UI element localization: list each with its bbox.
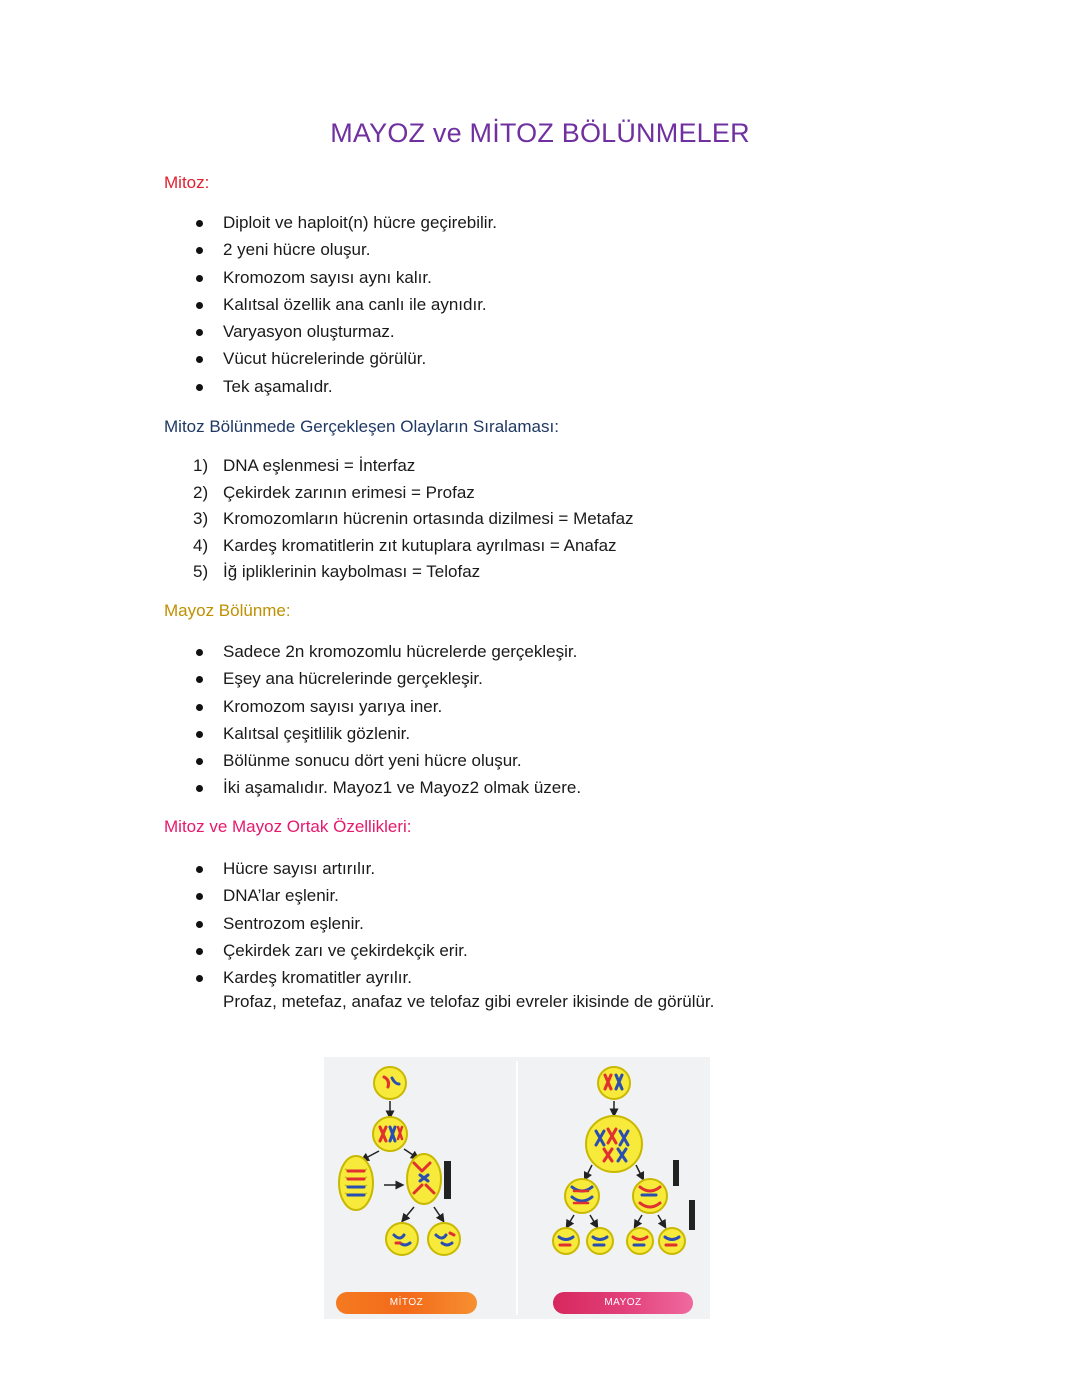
cell-icon (565, 1179, 599, 1213)
cell-icon (598, 1067, 630, 1099)
mitosis-cells (339, 1067, 460, 1255)
page-title: MAYOZ ve MİTOZ BÖLÜNMELER (330, 118, 750, 148)
step-number: 3) (193, 509, 209, 528)
step-text: Kardeş kromatitlerin zıt kutuplara ayrılması = Anafaz (223, 535, 617, 555)
mitoz-list (193, 209, 497, 400)
phase-marker (689, 1200, 695, 1230)
list-item: Vücut hücrelerinde görülür. (193, 345, 497, 372)
step-number: 4) (193, 535, 209, 555)
cell-icon (373, 1117, 407, 1151)
step-number: 2) (193, 482, 209, 502)
list-item: Tek aşamalıdr. (193, 373, 497, 400)
meiosis-cells (553, 1067, 695, 1254)
cell-icon (586, 1116, 642, 1172)
list-item (193, 506, 634, 533)
list-item: Hücre sayısı artırılır. (193, 855, 468, 882)
list-item: Kalıtsal özellik ana canlı ile aynıdır. (193, 291, 497, 318)
list-item: 2 yeni hücre oluşur. (193, 236, 497, 263)
list-item: Kardeş kromatitler ayrılır. (193, 964, 468, 991)
step-number: 5) (193, 562, 209, 581)
list-item: Kromozom sayısı aynı kalır. (193, 264, 497, 291)
list-item: Eşey ana hücrelerinde gerçekleşir. (193, 665, 581, 692)
phase-marker (673, 1160, 679, 1186)
cell-icon (386, 1223, 418, 1255)
mayoz-label: MAYOZ (553, 1292, 693, 1314)
list-item: Kromozom sayısı yarıya iner. (193, 693, 581, 720)
cell-icon (339, 1156, 373, 1210)
mayoz-list (193, 638, 581, 802)
step-text: DNA eşlenmesi = İnterfaz (223, 456, 416, 475)
list-item: İki aşamalıdır. Mayoz1 ve Mayoz2 olmak üzere. (193, 774, 581, 801)
common-list (193, 855, 468, 991)
list-item (193, 480, 634, 507)
list-item: Sentrozom eşlenir. (193, 910, 468, 937)
step-text: Çekirdek zarının erimesi = Profaz (223, 482, 475, 502)
list-item: Çekirdek zarı ve çekirdekçik erir. (193, 937, 468, 964)
common-heading: Mitoz ve Mayoz Ortak Özellikleri: (164, 817, 412, 836)
mitosis-meiosis-diagram (324, 1057, 710, 1319)
phase-marker (444, 1161, 451, 1199)
mayoz-heading: Mayoz Bölünme: (164, 601, 291, 620)
list-item: Varyasyon oluşturmaz. (193, 318, 497, 345)
list-item (193, 453, 634, 480)
step-number: 1) (193, 456, 209, 475)
list-item: Diploit ve haploit(n) hücre geçirebilir. (193, 209, 497, 236)
list-item: Sadece 2n kromozomlu hücrelerde gerçekleşir. (193, 638, 581, 665)
cell-icon (428, 1223, 460, 1255)
diagram-illustration (324, 1057, 710, 1319)
sequence-heading: Mitoz Bölünmede Gerçekleşen Olayların Sıralaması: (164, 417, 559, 436)
sequence-list (193, 453, 634, 586)
mitoz-heading: Mitoz: (164, 173, 210, 192)
step-text: Kromozomların hücrenin ortasında dizilmesi = Metafaz (223, 509, 634, 528)
step-text: İğ ipliklerinin kaybolması = Telofaz (223, 562, 481, 581)
list-item (193, 533, 634, 560)
list-item: DNA’lar eşlenir. (193, 882, 468, 909)
mitoz-label: MİTOZ (336, 1292, 477, 1314)
list-item (193, 559, 634, 586)
common-extra-text: Profaz, metefaz, anafaz ve telofaz gibi evreler ikisinde de görülür. (223, 992, 715, 1011)
list-item: Kalıtsal çeşitlilik gözlenir. (193, 720, 581, 747)
list-item: Bölünme sonucu dört yeni hücre oluşur. (193, 747, 581, 774)
